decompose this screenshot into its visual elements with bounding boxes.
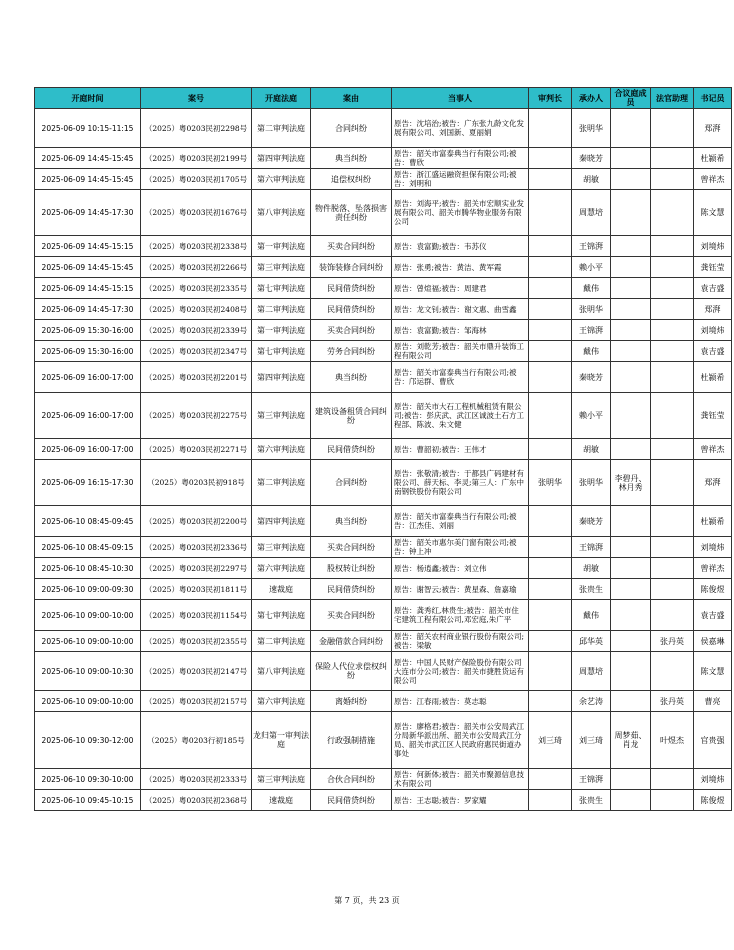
handler-cell: 张贵生 [572,579,611,600]
case-number-cell: （2025）粤0203民初2275号 [141,393,252,439]
judge-assistant-cell [651,439,694,460]
parties-cell: 原告：韶关市大石工程机械租赁有限公司;被告：彭庆武、武江区诚波土石方工程部、陈波、朱文健 [392,393,529,439]
presiding-judge-cell [529,769,572,790]
presiding-judge-cell [529,341,572,362]
presiding-judge-cell [529,579,572,600]
case-number-cell: （2025）粤0203民初918号 [141,460,252,506]
handler-cell: 刘三琦 [572,712,611,769]
clerk-cell: 袁吉盛 [694,278,732,299]
handler-cell: 张明华 [572,299,611,320]
table-row [35,236,732,257]
panel-members-cell [611,579,651,600]
table-row [35,341,732,362]
hearing-time-cell: 2025-06-09 10:15-11:15 [35,109,141,148]
presiding-judge-cell [529,600,572,631]
panel-members-cell [611,506,651,537]
hearing-time-cell: 2025-06-09 16:00-17:00 [35,362,141,393]
presiding-judge-cell [529,537,572,558]
handler-cell: 邱华英 [572,631,611,652]
clerk-cell: 杜颍希 [694,148,732,169]
header-cause: 案由 [311,88,392,109]
panel-members-cell [611,236,651,257]
header-panel-members: 合议庭成员 [611,88,651,109]
handler-cell: 周慧培 [572,190,611,236]
judge-assistant-cell [651,600,694,631]
courtroom-cell: 第二审判法庭 [252,631,311,652]
case-number-cell: （2025）粤0203民初2201号 [141,362,252,393]
case-number-cell: （2025）粤0203民初2271号 [141,439,252,460]
clerk-cell: 刘境炜 [694,236,732,257]
presiding-judge-cell [529,691,572,712]
case-number-cell: （2025）粤0203民初1705号 [141,169,252,190]
courtroom-cell: 第三审判法庭 [252,257,311,278]
hearing-time-cell: 2025-06-09 14:45-17:30 [35,299,141,320]
parties-cell: 原告：张勇;被告：黄洁、黄军霞 [392,257,529,278]
clerk-cell: 陈文慧 [694,190,732,236]
presiding-judge-cell: 张明华 [529,460,572,506]
clerk-cell: 曹亮 [694,691,732,712]
header-courtroom: 开庭法庭 [252,88,311,109]
judge-assistant-cell: 叶煜杰 [651,712,694,769]
hearing-time-cell: 2025-06-10 09:30-12:00 [35,712,141,769]
parties-cell: 原告：韶关农村商业银行股份有限公司;被告：梁敏 [392,631,529,652]
cause-cell: 民间借贷纠纷 [311,790,392,811]
handler-cell: 张明华 [572,109,611,148]
clerk-cell: 曾祥杰 [694,558,732,579]
table-row [35,190,732,236]
courtroom-cell: 第二审判法庭 [252,460,311,506]
presiding-judge-cell [529,439,572,460]
table-row [35,631,732,652]
hearing-time-cell: 2025-06-09 14:45-15:45 [35,169,141,190]
judge-assistant-cell [651,190,694,236]
hearing-time-cell: 2025-06-10 09:30-10:00 [35,769,141,790]
courtroom-cell: 第四审判法庭 [252,506,311,537]
table-row [35,362,732,393]
courtroom-cell: 第三审判法庭 [252,393,311,439]
table-row [35,769,732,790]
case-number-cell: （2025）粤0203民初1811号 [141,579,252,600]
clerk-cell: 郑湃 [694,299,732,320]
hearing-time-cell: 2025-06-09 14:45-15:45 [35,148,141,169]
presiding-judge-cell [529,169,572,190]
case-number-cell: （2025）粤0203民初2339号 [141,320,252,341]
table-row [35,558,732,579]
clerk-cell: 刘境炜 [694,537,732,558]
header-handler: 承办人 [572,88,611,109]
cause-cell: 建筑设备租赁合同纠纷 [311,393,392,439]
panel-members-cell [611,631,651,652]
hearing-time-cell: 2025-06-10 09:00-10:00 [35,691,141,712]
panel-members-cell [611,600,651,631]
hearing-time-cell: 2025-06-10 08:45-09:45 [35,506,141,537]
cause-cell: 典当纠纷 [311,506,392,537]
case-number-cell: （2025）粤0203民初2338号 [141,236,252,257]
hearing-time-cell: 2025-06-09 16:00-17:00 [35,393,141,439]
parties-cell: 原告：袁富勤;被告：韦苏仪 [392,236,529,257]
clerk-cell: 刘境炜 [694,320,732,341]
courtroom-cell: 第七审判法庭 [252,341,311,362]
parties-cell: 原告：龙文钊;被告：谢文惠、曲雪鑫 [392,299,529,320]
panel-members-cell: 李碧丹、林月秀 [611,460,651,506]
panel-members-cell [611,652,651,691]
presiding-judge-cell [529,631,572,652]
panel-members-cell [611,278,651,299]
judge-assistant-cell: 张丹英 [651,691,694,712]
presiding-judge-cell [529,362,572,393]
judge-assistant-cell [651,393,694,439]
courtroom-cell: 第六审判法庭 [252,558,311,579]
presiding-judge-cell [529,257,572,278]
courtroom-cell: 第二审判法庭 [252,299,311,320]
header-hearing-time: 开庭时间 [35,88,141,109]
clerk-cell: 刘境炜 [694,769,732,790]
judge-assistant-cell [651,169,694,190]
table-row [35,712,732,769]
courtroom-cell: 第三审判法庭 [252,769,311,790]
judge-assistant-cell [651,652,694,691]
clerk-cell: 郑湃 [694,460,732,506]
case-number-cell: （2025）粤0203民初2333号 [141,769,252,790]
clerk-cell: 陈俊煜 [694,579,732,600]
courtroom-cell: 第六审判法庭 [252,169,311,190]
table-row [35,299,732,320]
case-number-cell: （2025）粤0203民初2157号 [141,691,252,712]
judge-assistant-cell [651,109,694,148]
table-row [35,691,732,712]
panel-members-cell [611,691,651,712]
hearing-time-cell: 2025-06-10 08:45-10:30 [35,558,141,579]
case-number-cell: （2025）粤0203民初2297号 [141,558,252,579]
panel-members-cell [611,299,651,320]
judge-assistant-cell [651,769,694,790]
handler-cell: 余艺涛 [572,691,611,712]
handler-cell: 秦晓芳 [572,506,611,537]
case-number-cell: （2025）粤0203民初2368号 [141,790,252,811]
cause-cell: 民间借贷纠纷 [311,579,392,600]
hearing-time-cell: 2025-06-09 16:15-17:30 [35,460,141,506]
handler-cell: 赖小平 [572,257,611,278]
hearing-time-cell: 2025-06-09 14:45-17:30 [35,190,141,236]
panel-members-cell: 周梦茹、肖龙 [611,712,651,769]
cause-cell: 追偿权纠纷 [311,169,392,190]
hearing-time-cell: 2025-06-10 09:00-10:30 [35,652,141,691]
header-row [35,88,732,109]
judge-assistant-cell [651,362,694,393]
parties-cell: 原告：江春雨;被告：莫志聪 [392,691,529,712]
presiding-judge-cell: 刘三琦 [529,712,572,769]
courtroom-cell: 第七审判法庭 [252,278,311,299]
judge-assistant-cell [651,278,694,299]
clerk-cell: 官贵强 [694,712,732,769]
panel-members-cell [611,109,651,148]
handler-cell: 张贵生 [572,790,611,811]
clerk-cell: 杜颍希 [694,506,732,537]
parties-cell: 原告：中国人民财产保险股份有限公司大连市分公司;被告：韶关市捷胜货运有限公司 [392,652,529,691]
cause-cell: 金融借款合同纠纷 [311,631,392,652]
case-number-cell: （2025）粤0203民初2200号 [141,506,252,537]
panel-members-cell [611,169,651,190]
judge-assistant-cell [651,460,694,506]
cause-cell: 行政强制措施 [311,712,392,769]
parties-cell: 原告：刘乾芳;被告：韶关市鼎升装饰工程有限公司 [392,341,529,362]
table-row [35,393,732,439]
parties-cell: 原告：龚秀红,林贵生;被告：韶关市住宅建筑工程有限公司,邓宏庭,朱广平 [392,600,529,631]
table-row [35,109,732,148]
cause-cell: 民间借贷纠纷 [311,439,392,460]
case-number-cell: （2025）粤0203行初185号 [141,712,252,769]
handler-cell: 王锦湃 [572,320,611,341]
header-parties: 当事人 [392,88,529,109]
clerk-cell: 郑湃 [694,109,732,148]
parties-cell: 原告：韶关市富泰典当行有限公司;被告：曹欣 [392,148,529,169]
panel-members-cell [611,257,651,278]
table-row [35,460,732,506]
presiding-judge-cell [529,190,572,236]
presiding-judge-cell [529,109,572,148]
cause-cell: 买卖合同纠纷 [311,320,392,341]
case-number-cell: （2025）粤0203民初2335号 [141,278,252,299]
clerk-cell: 袁吉盛 [694,341,732,362]
clerk-cell: 陈俊煜 [694,790,732,811]
clerk-cell: 曾祥杰 [694,169,732,190]
cause-cell: 买卖合同纠纷 [311,537,392,558]
hearing-time-cell: 2025-06-09 16:00-17:00 [35,439,141,460]
hearing-time-cell: 2025-06-10 09:00-10:00 [35,631,141,652]
clerk-cell: 陈文慧 [694,652,732,691]
judge-assistant-cell [651,537,694,558]
page-footer: 第 7 页，共 23 页 [334,896,400,905]
presiding-judge-cell [529,320,572,341]
courtroom-cell: 第七审判法庭 [252,600,311,631]
handler-cell: 胡敏 [572,558,611,579]
panel-members-cell [611,362,651,393]
judge-assistant-cell [651,148,694,169]
panel-members-cell [611,341,651,362]
judge-assistant-cell [651,790,694,811]
panel-members-cell [611,190,651,236]
handler-cell: 王锦湃 [572,537,611,558]
handler-cell: 王锦湃 [572,769,611,790]
cause-cell: 保险人代位求偿权纠纷 [311,652,392,691]
courtroom-cell: 第三审判法庭 [252,537,311,558]
hearing-time-cell: 2025-06-09 14:45-15:15 [35,278,141,299]
case-number-cell: （2025）粤0203民初2408号 [141,299,252,320]
table-row [35,148,732,169]
clerk-cell: 袁吉盛 [694,600,732,631]
cause-cell: 买卖合同纠纷 [311,600,392,631]
hearing-time-cell: 2025-06-10 09:00-09:30 [35,579,141,600]
case-number-cell: （2025）粤0203民初1676号 [141,190,252,236]
parties-cell: 原告：刘海平;被告：韶关市宏顺实业发展有限公司、韶关市腾华物业服务有限公司 [392,190,529,236]
table-row [35,439,732,460]
courtroom-cell: 第二审判法庭 [252,109,311,148]
cause-cell: 民间借贷纠纷 [311,278,392,299]
table-row [35,257,732,278]
parties-cell: 原告：沈培治;被告：广东张九龄文化发展有限公司、刘国新、夏丽娟 [392,109,529,148]
handler-cell: 胡敏 [572,169,611,190]
hearing-time-cell: 2025-06-09 15:30-16:00 [35,341,141,362]
courtroom-cell: 第八审判法庭 [252,652,311,691]
panel-members-cell [611,537,651,558]
judge-assistant-cell [651,257,694,278]
judge-assistant-cell [651,341,694,362]
parties-cell: 原告：袁富勤;被告：邹海林 [392,320,529,341]
presiding-judge-cell [529,652,572,691]
hearing-time-cell: 2025-06-10 09:00-10:00 [35,600,141,631]
cause-cell: 合同纠纷 [311,109,392,148]
hearing-time-cell: 2025-06-09 14:45-15:45 [35,257,141,278]
parties-cell: 原告：浙江盛运融资担保有限公司;被告：刘明和 [392,169,529,190]
panel-members-cell [611,769,651,790]
cause-cell: 民间借贷纠纷 [311,299,392,320]
courtroom-cell: 第四审判法庭 [252,148,311,169]
parties-cell: 原告：杨逍鑫;被告：刘立伟 [392,558,529,579]
clerk-cell: 杜颍希 [694,362,732,393]
parties-cell: 原告：何新体;被告：韶关市聚源信息技术有限公司 [392,769,529,790]
cause-cell: 买卖合同纠纷 [311,236,392,257]
table-row [35,278,732,299]
parties-cell: 原告：王志聪;被告：罗家耀 [392,790,529,811]
handler-cell: 张明华 [572,460,611,506]
clerk-cell: 曾祥杰 [694,439,732,460]
hearing-time-cell: 2025-06-09 14:45-15:15 [35,236,141,257]
judge-assistant-cell: 张丹英 [651,631,694,652]
header-judge-assistant: 法官助理 [651,88,694,109]
judge-assistant-cell [651,558,694,579]
hearing-time-cell: 2025-06-09 15:30-16:00 [35,320,141,341]
presiding-judge-cell [529,393,572,439]
clerk-cell: 龚钰莹 [694,257,732,278]
case-number-cell: （2025）粤0203民初2266号 [141,257,252,278]
presiding-judge-cell [529,790,572,811]
handler-cell: 周慧培 [572,652,611,691]
handler-cell: 赖小平 [572,393,611,439]
table-row [35,652,732,691]
header-presiding-judge: 审判长 [529,88,572,109]
parties-cell: 原告：韶关市富泰典当行有限公司;被告：邝运群、曹欣 [392,362,529,393]
clerk-cell: 龚钰莹 [694,393,732,439]
cause-cell: 合同纠纷 [311,460,392,506]
cause-cell: 典当纠纷 [311,362,392,393]
courtroom-cell: 第六审判法庭 [252,691,311,712]
cause-cell: 合伙合同纠纷 [311,769,392,790]
courtroom-cell: 第八审判法庭 [252,190,311,236]
presiding-judge-cell [529,506,572,537]
courtroom-cell: 速裁庭 [252,579,311,600]
cause-cell: 物件脱落、坠落损害责任纠纷 [311,190,392,236]
judge-assistant-cell [651,236,694,257]
header-clerk: 书记员 [694,88,732,109]
judge-assistant-cell [651,579,694,600]
clerk-cell: 侯嘉琳 [694,631,732,652]
cause-cell: 劳务合同纠纷 [311,341,392,362]
panel-members-cell [611,148,651,169]
handler-cell: 秦晓芳 [572,362,611,393]
handler-cell: 戴伟 [572,278,611,299]
judge-assistant-cell [651,320,694,341]
handler-cell: 戴伟 [572,600,611,631]
parties-cell: 原告：曾煊福;被告：周建君 [392,278,529,299]
courtroom-cell: 第一审判法庭 [252,236,311,257]
case-number-cell: （2025）粤0203民初1154号 [141,600,252,631]
courtroom-cell: 第一审判法庭 [252,320,311,341]
hearing-time-cell: 2025-06-10 09:45-10:15 [35,790,141,811]
parties-cell: 原告：谢智云;被告：黄星森、詹嘉瑜 [392,579,529,600]
case-number-cell: （2025）粤0203民初2336号 [141,537,252,558]
table-row [35,600,732,631]
hearing-time-cell: 2025-06-10 08:45-09:15 [35,537,141,558]
courtroom-cell: 速裁庭 [252,790,311,811]
handler-cell: 戴伟 [572,341,611,362]
panel-members-cell [611,320,651,341]
presiding-judge-cell [529,236,572,257]
handler-cell: 胡敏 [572,439,611,460]
cause-cell: 装饰装修合同纠纷 [311,257,392,278]
cause-cell: 典当纠纷 [311,148,392,169]
parties-cell: 原告：廖格君;被告：韶关市公安局武江分局新华派出所、韶关市公安局武江分局、韶关市武江区人民政府惠民街道办事处 [392,712,529,769]
case-number-cell: （2025）粤0203民初2298号 [141,109,252,148]
cause-cell: 离婚纠纷 [311,691,392,712]
presiding-judge-cell [529,558,572,579]
presiding-judge-cell [529,299,572,320]
case-number-cell: （2025）粤0203民初2347号 [141,341,252,362]
handler-cell: 王锦湃 [572,236,611,257]
courtroom-cell: 第六审判法庭 [252,439,311,460]
table-row [35,537,732,558]
case-number-cell: （2025）粤0203民初2199号 [141,148,252,169]
panel-members-cell [611,393,651,439]
judge-assistant-cell [651,506,694,537]
header-case-number: 案号 [141,88,252,109]
panel-members-cell [611,439,651,460]
table-row [35,320,732,341]
judge-assistant-cell [651,299,694,320]
table-row [35,169,732,190]
panel-members-cell [611,558,651,579]
handler-cell: 秦晓芳 [572,148,611,169]
parties-cell: 原告：韶关市富泰典当行有限公司;被告：江杰佳、刘丽 [392,506,529,537]
courtroom-cell: 龙归第一审判法庭 [252,712,311,769]
parties-cell: 原告：张敬清;被告：于都县广码建材有限公司、薛天标、李灵;第三人：广东中南钢铁股份有限公司 [392,460,529,506]
cause-cell: 股权转让纠纷 [311,558,392,579]
presiding-judge-cell [529,148,572,169]
panel-members-cell [611,790,651,811]
case-number-cell: （2025）粤0203民初2147号 [141,652,252,691]
table-row [35,790,732,811]
case-number-cell: （2025）粤0203民初2355号 [141,631,252,652]
presiding-judge-cell [529,278,572,299]
parties-cell: 原告：韶关市惠尔美门窗有限公司;被告：钟上冲 [392,537,529,558]
table-row [35,506,732,537]
table-row [35,579,732,600]
courtroom-cell: 第四审判法庭 [252,362,311,393]
hearing-schedule-table [34,87,732,811]
parties-cell: 原告：曹韶初;被告：王伟才 [392,439,529,460]
